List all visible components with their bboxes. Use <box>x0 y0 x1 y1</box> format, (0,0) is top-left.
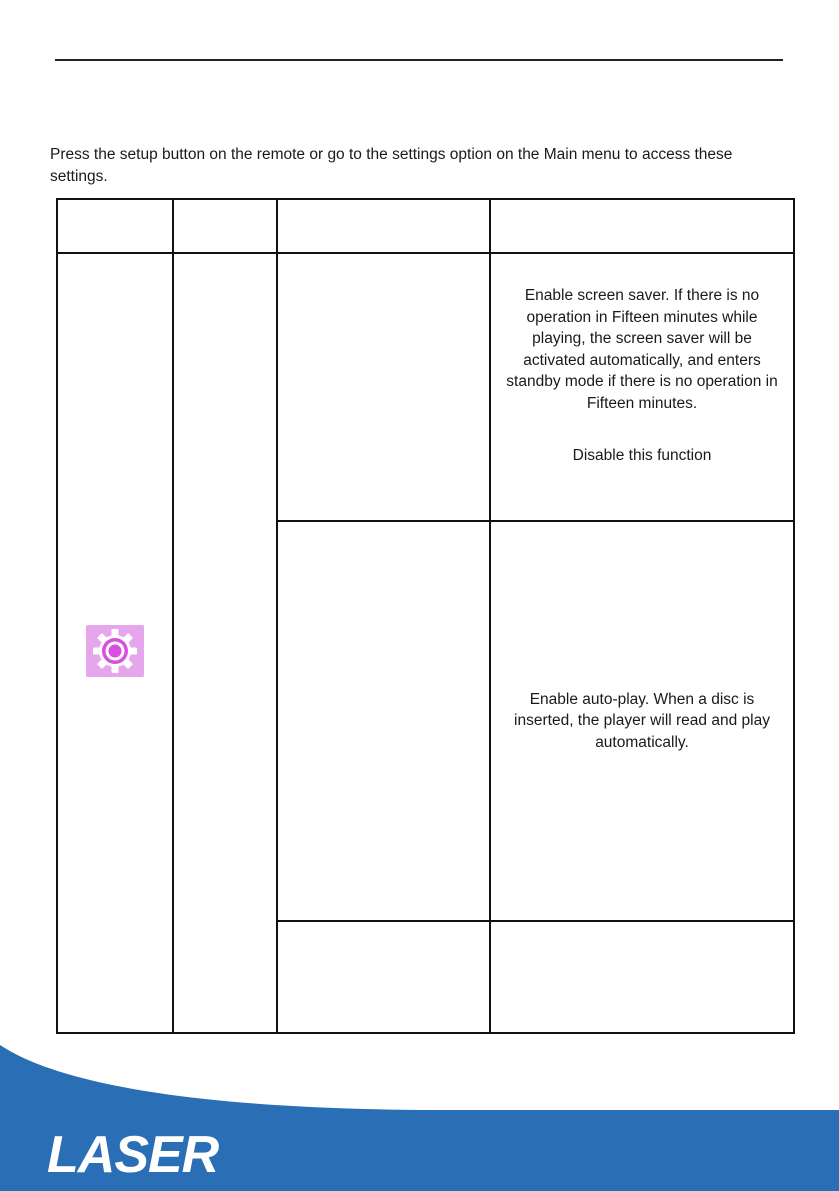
screensaver-enable-description: Enable screen saver. If there is no operation in Fifteen minutes while playing, the screen saver will be activated automatically, and enters standby mode if there is no operation in Fifteen minutes. <box>506 287 778 412</box>
settings-table <box>56 198 795 1034</box>
autoplay-enable-description: Enable auto-play. When a disc is inserted, the player will read and play automatically. <box>514 690 770 751</box>
header-rule <box>55 59 783 61</box>
option-cell-screensaver <box>277 253 490 521</box>
intro-text: Press the setup button on the remote or go to the settings option on the Main menu to access these settings. <box>50 146 733 185</box>
svg-text:LASER: LASER <box>47 1126 219 1180</box>
gear-settings-icon <box>86 625 144 677</box>
icon-cell <box>57 253 173 1033</box>
header-cell-description <box>490 199 794 253</box>
header-cell-icon <box>57 199 173 253</box>
option-cell-autoplay <box>277 521 490 921</box>
laser-logo <box>45 1120 220 1180</box>
header-cell-option <box>277 199 490 253</box>
description-cell-screensaver <box>490 253 794 521</box>
description-cell-autoplay <box>490 521 794 921</box>
table-header-row <box>57 199 794 253</box>
header-cell-menu <box>173 199 277 253</box>
screensaver-disable-description: Disable this function <box>572 446 712 464</box>
table-row <box>57 253 794 521</box>
menu-cell <box>173 253 277 1033</box>
